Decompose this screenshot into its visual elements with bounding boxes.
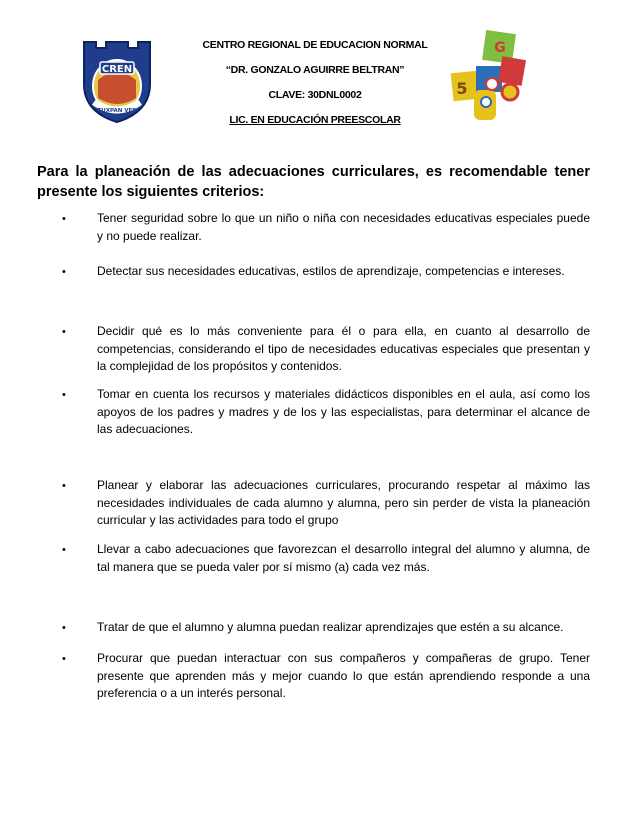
list-item: [60, 541, 590, 576]
list-item: [60, 650, 590, 703]
header-line-name: “DR. GONZALO AGUIRRE BELTRAN”: [225, 64, 405, 76]
list-item: [60, 263, 590, 281]
bullet-icon: •: [62, 266, 66, 278]
bullet-icon: •: [62, 326, 66, 338]
header-line-program: LIC. EN EDUCACIÓN PREESCOLAR: [229, 114, 401, 126]
list-item: [60, 619, 590, 637]
intro-paragraph: Para la planeación de las adecuaciones curriculares, es recomendable tener presente los siguientes criterios:: [37, 164, 590, 200]
cren-logo: [76, 34, 158, 124]
list-item-text: Llevar a cabo adecuaciones que favorezcan el desarrollo integral del alumno y alumna, de tal manera que se pueda valer por sí mismo (a) cada vez más.: [97, 542, 590, 574]
block-letter: G: [494, 40, 506, 56]
list-item-text: Procurar que puedan interactuar con sus compañeros y compañeras de grupo. Tener presente que aprenden más y mejor cuando lo que están aprendiendo responde a una preferencia o a un interés personal.: [97, 651, 590, 700]
bullet-icon: •: [62, 622, 66, 634]
header-line-code: CLAVE: 30DNL0002: [268, 89, 362, 101]
bullet-icon: •: [62, 213, 66, 225]
bullet-icon: •: [62, 480, 66, 492]
list-item: [60, 477, 590, 530]
header-line-institution: CENTRO REGIONAL DE EDUCACION NORMAL: [202, 39, 428, 51]
institution-header: [150, 38, 480, 138]
cren-logo-text: CREN: [101, 64, 133, 75]
cren-logo-motto: TUXPAN VER: [97, 108, 137, 114]
bullet-icon: •: [62, 389, 66, 401]
list-item-text: Decidir qué es lo más conveniente para él o para ella, en cuanto al desarrollo de competencias, considerando el tipo de necesidades educativas especiales que presentan y la complejidad de los propósitos y contenidos.: [97, 324, 590, 373]
list-item-text: Detectar sus necesidades educativas, estilos de aprendizaje, competencias e intereses.: [97, 264, 565, 278]
block-letter: 5: [456, 79, 468, 98]
list-item-text: Planear y elaborar las adecuaciones curriculares, procurando respetar al máximo las necesidades individuales de cada alumno y alumna, pero sin perder de vista la planeación curricular y las actividades para todo el grupo: [97, 478, 590, 527]
list-item-text: Tomar en cuenta los recursos y materiales didácticos disponibles en el aula, así como los apoyos de los padres y madres y de los y las especialistas, para determinar el alcance de las adecuaciones.: [97, 387, 590, 436]
bullet-icon: •: [62, 544, 66, 556]
list-item-text: Tener seguridad sobre lo que un niño o niña con necesidades educativas especiales puede y no puede realizar.: [97, 211, 590, 243]
bullet-icon: •: [62, 653, 66, 665]
list-item: [60, 210, 590, 245]
list-item: [60, 323, 590, 376]
list-item: [60, 386, 590, 439]
list-item-text: Tratar de que el alumno y alumna puedan realizar aprendizajes que estén a su alcance.: [97, 620, 564, 634]
